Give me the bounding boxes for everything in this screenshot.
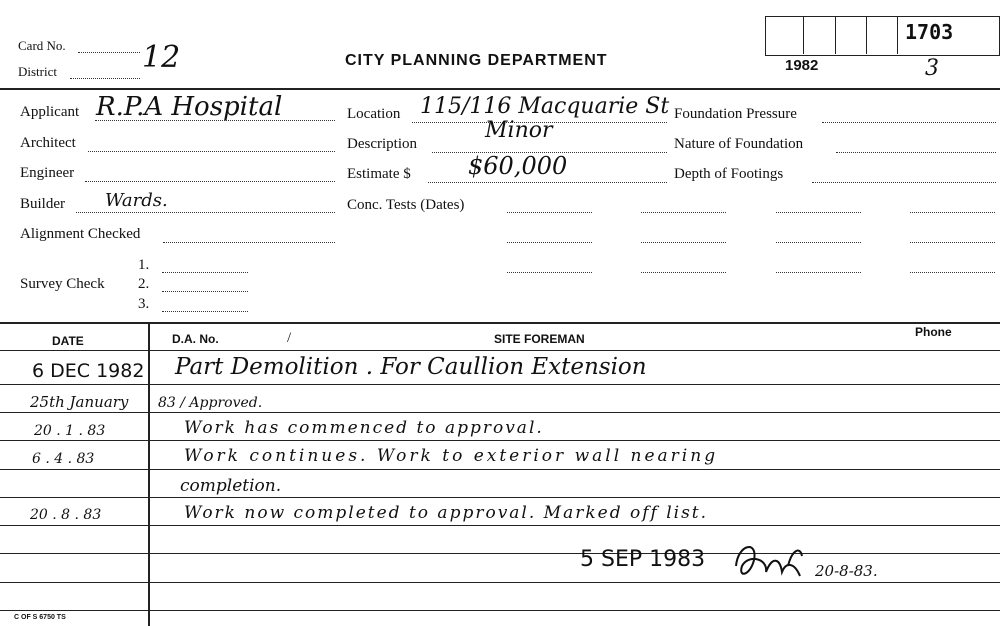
location-value: 115/116 Macquarie St [420,94,670,119]
survey-check-label: Survey Check [20,276,105,292]
year: 1982 [785,57,819,74]
engineer-label: Engineer [20,165,75,181]
district-label: District [18,64,57,79]
table-row-text: 83 / Approved. [158,395,263,411]
table-row-date: 20 . 1 . 83 [34,423,106,439]
ref-sub: 3 [925,56,939,81]
estimate-value: $60,000 [468,152,568,180]
survey-item-2: 2. [138,276,150,292]
builder-label: Builder [20,196,65,212]
table-row-date: 20 . 8 . 83 [30,507,102,523]
signature-date: 20-8-83. [815,562,878,580]
foundation-pressure-label: Foundation Pressure [674,106,797,122]
form-code: C OF S 6750 TS [14,614,66,621]
estimate-label: Estimate $ [347,166,411,182]
card-no-value: 12 [142,40,181,75]
ref-box-grid [765,16,1000,56]
page-title: CITY PLANNING DEPARTMENT [345,52,608,69]
phone-header: Phone [915,325,952,339]
builder-value: Wards. [105,190,168,211]
table-row-date: 6 DEC 1982 [32,360,145,382]
table-row-text: Work has commenced to approval. [184,418,544,438]
date-column-header: DATE [52,334,84,348]
depth-of-footings-label: Depth of Footings [674,166,784,182]
table-row-text: Part Demolition . For Caullion Extension [175,354,647,380]
site-foreman-header: SITE FOREMAN [494,332,585,346]
da-no-header: D.A. No. [172,332,219,346]
applicant-value: R.P.A Hospital [96,92,283,122]
da-no-value: / [287,330,292,346]
table-row-text: Work continues. Work to exterior wall nearing [184,446,719,466]
nature-of-foundation-label: Nature of Foundation [674,136,804,152]
table-row-date: 6 . 4 . 83 [32,451,95,467]
conc-tests-label: Conc. Tests (Dates) [347,197,465,213]
alignment-checked-label: Alignment Checked [20,226,141,242]
applicant-label: Applicant [20,104,80,120]
description-label: Description [347,136,417,152]
table-row-text: Work now completed to approval. Marked off list. [184,503,709,523]
card-no-label: Card No. [18,38,66,53]
architect-label: Architect [20,135,76,151]
survey-item-3: 3. [138,296,150,312]
table-row-text: completion. [180,476,282,496]
table-row-date: 25th January [30,393,129,411]
location-label: Location [347,106,401,122]
signature-icon [728,536,823,586]
description-value: Minor [485,118,553,143]
ref-number: 1703 [905,20,954,44]
completion-date-stamp: 5 SEP 1983 [580,547,706,572]
survey-item-1: 1. [138,257,150,273]
